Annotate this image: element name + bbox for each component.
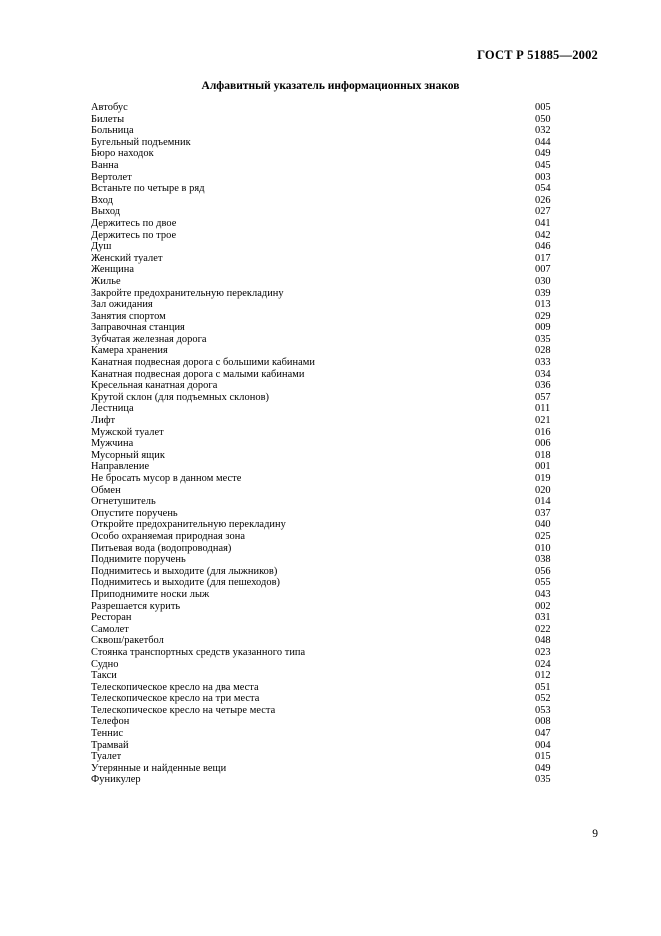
index-row	[91, 357, 553, 369]
index-row	[91, 114, 553, 126]
index-row-name: Не бросать мусор в данном месте	[91, 473, 242, 484]
index-row-code: 044	[535, 136, 551, 148]
index-row-code: 028	[535, 345, 551, 357]
index-row-name: Направление	[91, 461, 150, 473]
index-row-code: 013	[535, 299, 551, 311]
index-row-name: Держитесь по трое	[91, 229, 177, 241]
index-row-code: 034	[535, 368, 551, 380]
index-row	[91, 543, 553, 555]
index-row-code: 029	[535, 310, 551, 322]
index-row-name: Кресельная канатная дорога	[91, 380, 218, 392]
index-row-code: 001	[535, 461, 551, 473]
index-row-name: Откройте предохранительную перекладину	[91, 519, 286, 531]
index-row-code: 050	[535, 113, 551, 125]
index-row-name: Заправочная станция	[91, 322, 185, 334]
index-row-name: Лестница	[91, 403, 134, 415]
index-row-code: 033	[535, 357, 551, 369]
index-row-code: 016	[535, 426, 551, 438]
index-row	[91, 334, 553, 346]
index-row	[91, 369, 553, 381]
index-row-code: 007	[535, 264, 551, 276]
index-row	[91, 473, 553, 485]
index-row	[91, 276, 553, 288]
index-row-name: Утерянные и найденные вещи	[91, 762, 227, 774]
index-row	[91, 253, 553, 265]
index-row	[91, 496, 553, 508]
index-row-code: 039	[535, 287, 551, 299]
index-row-code: 009	[535, 322, 551, 334]
index-row	[91, 589, 553, 601]
index-row-name: Выход	[91, 206, 121, 218]
index-row-name: Такси	[91, 670, 117, 682]
index-row	[91, 670, 553, 682]
index-row	[91, 647, 553, 659]
index-row-name: Зубчатая железная дорога	[91, 333, 207, 345]
index-row	[91, 682, 553, 694]
index-row-name: Больница	[91, 125, 134, 137]
index-row-code: 054	[535, 183, 551, 195]
index-row-name: Фуникулер	[91, 774, 141, 786]
index-row-code: 003	[535, 171, 551, 183]
index-row-code: 057	[535, 391, 551, 403]
index-row-name: Встаньте по четыре в ряд	[91, 183, 205, 195]
index-row	[91, 705, 553, 717]
index-row-code: 035	[535, 774, 551, 786]
index-row	[91, 415, 553, 427]
index-row-name: Приподнимите носки лыж	[91, 588, 210, 600]
index-row-code: 021	[535, 415, 551, 427]
index-row	[91, 519, 553, 531]
index-row-code: 005	[535, 102, 551, 113]
index-list	[91, 102, 553, 786]
index-row-code: 004	[535, 739, 551, 751]
index-row	[91, 206, 553, 218]
index-row-name: Вход	[91, 194, 113, 206]
index-row-code: 042	[535, 229, 551, 241]
index-row-name: Телескопическое кресло на три места	[91, 693, 260, 705]
index-row-name: Туалет	[91, 751, 122, 763]
index-row-code: 041	[535, 217, 551, 229]
index-row-name: Женщина	[91, 264, 135, 276]
index-row-code: 026	[535, 194, 551, 206]
index-row-name: Огнетушитель	[91, 496, 156, 508]
index-row-code: 035	[535, 333, 551, 345]
index-row	[91, 601, 553, 613]
index-row	[91, 160, 553, 172]
index-row-code: 055	[535, 577, 551, 589]
index-row-code: 049	[535, 148, 551, 160]
index-row-code: 022	[535, 623, 551, 635]
index-row-name: Автобус	[91, 102, 128, 113]
index-row-code: 045	[535, 159, 551, 171]
index-row-name: Разрешается курить	[91, 600, 181, 612]
index-row-code: 031	[535, 612, 551, 624]
index-row	[91, 102, 553, 114]
index-row	[91, 288, 553, 300]
index-row-name: Бюро находок	[91, 148, 154, 160]
index-row	[91, 716, 553, 728]
index-row	[91, 740, 553, 752]
index-row-name: Мужчина	[91, 438, 134, 450]
index-row-code: 037	[535, 507, 551, 519]
index-row	[91, 577, 553, 589]
index-row-code: 020	[535, 484, 551, 496]
index-row	[91, 450, 553, 462]
index-row	[91, 508, 553, 520]
index-row	[91, 751, 553, 763]
index-row-name: Закройте предохранительную перекладину	[91, 287, 284, 299]
index-row-name: Мусорный ящик	[91, 449, 165, 461]
index-row-name: Поднимитесь и выходите (для пешеходов)	[91, 577, 281, 589]
index-row-name: Канатная подвесная дорога с большими кабинами	[91, 357, 316, 369]
index-row-code: 049	[535, 762, 551, 774]
index-row	[91, 299, 553, 311]
index-row-code: 047	[535, 728, 551, 740]
index-row	[91, 438, 553, 450]
index-row-code: 038	[535, 554, 551, 566]
index-row-code: 046	[535, 241, 551, 253]
index-row-name: Поднимите поручень	[91, 554, 186, 566]
index-row	[91, 427, 553, 439]
index-row	[91, 241, 553, 253]
index-row-name: Камера хранения	[91, 345, 168, 357]
index-row-code: 014	[535, 496, 551, 508]
index-row-code: 040	[535, 519, 551, 531]
index-row-name: Трамвай	[91, 739, 129, 751]
index-row	[91, 218, 553, 230]
index-row	[91, 774, 553, 786]
index-row-name: Питьевая вода (водопроводная)	[91, 542, 232, 554]
index-row	[91, 392, 553, 404]
index-row-name: Обмен	[91, 484, 121, 496]
index-row-code: 036	[535, 380, 551, 392]
index-row	[91, 612, 553, 624]
index-row-name: Судно	[91, 658, 119, 670]
index-row-code: 051	[535, 681, 551, 693]
index-row-code: 053	[535, 704, 551, 716]
index-row-code: 012	[535, 670, 551, 682]
index-row-code: 024	[535, 658, 551, 670]
index-row	[91, 554, 553, 566]
index-row	[91, 659, 553, 671]
index-row	[91, 635, 553, 647]
index-row	[91, 125, 553, 137]
index-row-name: Держитесь по двое	[91, 217, 177, 229]
index-row-code: 006	[535, 438, 551, 450]
index-row-name: Зал ожидания	[91, 299, 153, 311]
index-row-code: 025	[535, 530, 551, 542]
index-row-code: 002	[535, 600, 551, 612]
index-row-name: Ванна	[91, 159, 119, 171]
index-row-name: Поднимитесь и выходите (для лыжников)	[91, 565, 278, 577]
index-row-name: Мужской туалет	[91, 426, 164, 438]
index-row-name: Бугельный подъемник	[91, 136, 191, 148]
index-row-code: 017	[535, 252, 551, 264]
index-row-name: Стоянка транспортных средств указанного типа	[91, 646, 306, 658]
index-row	[91, 183, 553, 195]
index-row-name: Телескопическое кресло на два места	[91, 681, 259, 693]
index-row-name: Особо охраняемая природная зона	[91, 530, 245, 542]
index-row	[91, 172, 553, 184]
index-row-code: 015	[535, 751, 551, 763]
index-row	[91, 380, 553, 392]
index-row	[91, 345, 553, 357]
index-row-name: Опустите поручень	[91, 507, 178, 519]
index-row	[91, 531, 553, 543]
index-row	[91, 485, 553, 497]
index-row-name: Сквош/ракетбол	[91, 635, 164, 647]
index-row-name: Крутой склон (для подъемных склонов)	[91, 391, 270, 403]
index-row-code: 027	[535, 206, 551, 218]
index-row	[91, 461, 553, 473]
index-row-code: 019	[535, 473, 551, 484]
index-row-code: 008	[535, 716, 551, 728]
index-row-name: Теннис	[91, 728, 124, 740]
index-row-code: 030	[535, 275, 551, 287]
index-row	[91, 148, 553, 160]
index-row	[91, 693, 553, 705]
index-row-code: 056	[535, 565, 551, 577]
index-row-name: Самолет	[91, 623, 129, 635]
index-row	[91, 763, 553, 775]
index-row-code: 018	[535, 449, 551, 461]
index-row-code: 052	[535, 693, 551, 705]
document-code: ГОСТ Р 51885—2002	[477, 48, 598, 62]
index-row-code: 032	[535, 125, 551, 137]
page-number: 9	[592, 828, 598, 840]
index-row-name: Женский туалет	[91, 252, 163, 264]
index-row-name: Телефон	[91, 716, 130, 728]
index-row	[91, 566, 553, 578]
index-row-name: Телескопическое кресло на четыре места	[91, 704, 276, 716]
index-row	[91, 137, 553, 149]
index-row-code: 043	[535, 588, 551, 600]
index-row-name: Душ	[91, 241, 112, 253]
index-row	[91, 624, 553, 636]
index-row	[91, 403, 553, 415]
index-row	[91, 728, 553, 740]
index-row	[91, 311, 553, 323]
index-row-code: 010	[535, 542, 551, 554]
index-row-name: Жилье	[91, 275, 121, 287]
index-row	[91, 230, 553, 242]
index-title: Алфавитный указатель информационных знаков	[201, 80, 460, 92]
index-row-name: Лифт	[91, 415, 116, 427]
index-row-name: Ресторан	[91, 612, 132, 624]
index-row-name: Билеты	[91, 113, 125, 125]
index-row-name: Канатная подвесная дорога с малыми кабинами	[91, 368, 305, 380]
index-row	[91, 195, 553, 207]
index-row-name: Вертолет	[91, 171, 132, 183]
index-row	[91, 264, 553, 276]
index-row-code: 011	[535, 403, 551, 415]
index-row	[91, 322, 553, 334]
index-row-name: Занятия спортом	[91, 310, 166, 322]
index-row-code: 023	[535, 646, 551, 658]
index-row-code: 048	[535, 635, 551, 647]
